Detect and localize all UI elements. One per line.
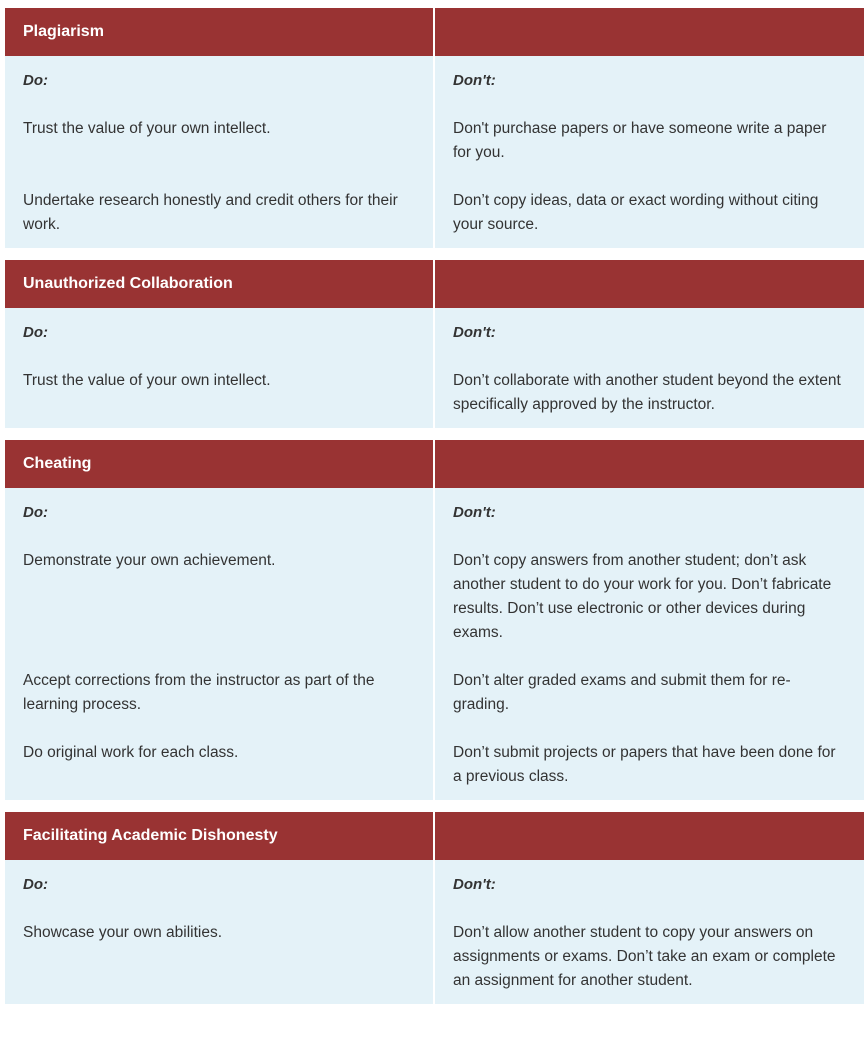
do-label: Do: — [5, 488, 434, 525]
plagiarism-table — [5, 8, 864, 248]
cheating-table — [5, 440, 864, 800]
dont-label: Don't: — [434, 56, 864, 93]
do-dont-label-row — [5, 56, 864, 93]
do-dont-label-row — [5, 488, 864, 525]
dont-cell: Don't purchase papers or have someone write a paper for you. — [434, 93, 864, 165]
table-row — [5, 897, 864, 1004]
facilitating-academic-dishonesty-table — [5, 812, 864, 1004]
table-row — [5, 645, 864, 717]
table-row — [5, 93, 864, 165]
do-cell: Do original work for each class. — [5, 717, 434, 800]
table-row — [5, 525, 864, 645]
do-label: Do: — [5, 56, 434, 93]
dont-cell: Don’t collaborate with another student beyond the extent specifically approved by the instructor. — [434, 345, 864, 428]
dont-cell: Don’t copy ideas, data or exact wording without citing your source. — [434, 165, 864, 248]
section-title: Facilitating Academic Dishonesty — [5, 812, 434, 860]
header-empty-cell — [434, 440, 864, 488]
dont-cell: Don’t alter graded exams and submit them for re-grading. — [434, 645, 864, 717]
do-cell: Demonstrate your own achievement. — [5, 525, 434, 645]
table-header-row — [5, 260, 864, 308]
header-empty-cell — [434, 8, 864, 56]
do-dont-label-row — [5, 860, 864, 897]
do-label: Do: — [5, 308, 434, 345]
section-title: Cheating — [5, 440, 434, 488]
header-empty-cell — [434, 260, 864, 308]
guidelines-document — [5, 8, 864, 1016]
do-label: Do: — [5, 860, 434, 897]
do-dont-label-row — [5, 308, 864, 345]
do-cell: Accept corrections from the instructor as part of the learning process. — [5, 645, 434, 717]
table-row — [5, 717, 864, 800]
table-header-row — [5, 440, 864, 488]
do-cell: Trust the value of your own intellect. — [5, 345, 434, 428]
dont-cell: Don’t submit projects or papers that have been done for a previous class. — [434, 717, 864, 800]
table-row — [5, 345, 864, 428]
table-header-row — [5, 8, 864, 56]
table-row — [5, 165, 864, 248]
dont-cell: Don’t allow another student to copy your answers on assignments or exams. Don’t take an exam or complete an assignment for another student. — [434, 897, 864, 1004]
do-cell: Trust the value of your own intellect. — [5, 93, 434, 165]
dont-label: Don't: — [434, 488, 864, 525]
table-header-row — [5, 812, 864, 860]
section-title: Plagiarism — [5, 8, 434, 56]
do-cell: Undertake research honestly and credit others for their work. — [5, 165, 434, 248]
do-cell: Showcase your own abilities. — [5, 897, 434, 1004]
section-title: Unauthorized Collaboration — [5, 260, 434, 308]
dont-cell: Don’t copy answers from another student; don’t ask another student to do your work for you. Don’t fabricate results. Don’t use electronic or other devices during exams. — [434, 525, 864, 645]
dont-label: Don't: — [434, 308, 864, 345]
header-empty-cell — [434, 812, 864, 860]
dont-label: Don't: — [434, 860, 864, 897]
unauthorized-collaboration-table — [5, 260, 864, 428]
